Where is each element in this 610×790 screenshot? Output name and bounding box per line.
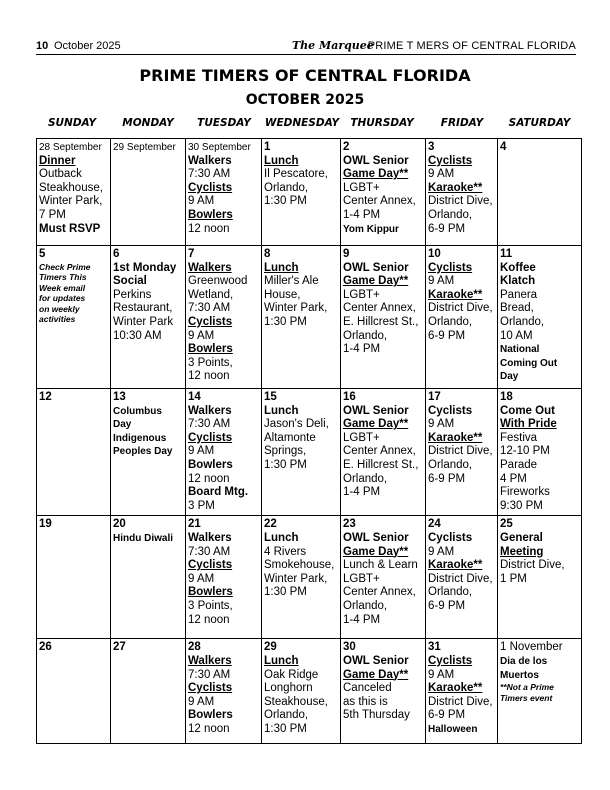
event-line: Il Pescatore, xyxy=(264,168,328,181)
event-line: 9 AM xyxy=(428,168,455,181)
page-number: 10 xyxy=(36,40,49,52)
event-line: Walkers xyxy=(188,404,232,417)
day-number: 31 xyxy=(428,641,441,654)
calendar-day-cell xyxy=(186,516,262,639)
event-line: Canceled xyxy=(343,682,392,695)
day-number: 17 xyxy=(428,391,441,403)
event-line: Cyclists xyxy=(188,181,233,194)
event-line: 1:30 PM xyxy=(264,315,307,328)
event-line: Board Mtg. xyxy=(188,486,249,499)
dow-friday: FRIDAY xyxy=(440,117,484,129)
event-line: Timers This xyxy=(39,272,87,283)
day-number: 18 xyxy=(500,391,513,403)
day-number: 21 xyxy=(188,518,201,531)
event-line: Bowlers xyxy=(188,709,233,722)
event-line: Orlando, xyxy=(428,315,473,328)
calendar-month: OCTOBER 2025 xyxy=(245,92,365,108)
event-line: Walkers xyxy=(188,154,232,167)
event-line: With Pride xyxy=(500,418,557,431)
event-line: Walkers xyxy=(188,531,232,544)
event-line: Restaurant, xyxy=(113,302,173,315)
day-number: 16 xyxy=(343,391,356,403)
dow-tuesday: TUESDAY xyxy=(197,117,251,129)
event-line: 9 AM xyxy=(188,195,215,208)
event-line: 7:30 AM xyxy=(188,168,231,181)
event-line: Koffee xyxy=(500,261,536,274)
day-number: 29 September xyxy=(113,142,176,153)
event-line: Winter Park xyxy=(113,315,174,328)
event-line: Game Day** xyxy=(343,168,409,181)
event-line: District Dive, xyxy=(428,695,493,708)
event-line: Lunch xyxy=(264,654,299,667)
event-line: for updates xyxy=(39,293,86,304)
calendar-day-cell xyxy=(498,139,582,246)
day-number: 28 September xyxy=(39,142,102,153)
event-line: Longhorn xyxy=(264,682,313,695)
day-number: 9 xyxy=(343,248,350,260)
event-line: 1st Monday xyxy=(113,261,177,274)
event-line: 1-4 PM xyxy=(343,613,381,626)
day-number: 8 xyxy=(264,248,271,260)
weekday-header xyxy=(36,117,581,133)
day-number: 20 xyxy=(113,518,126,531)
event-line: Bread, xyxy=(500,302,534,315)
calendar-day-cell xyxy=(262,639,341,744)
event-line: 1 PM xyxy=(500,572,527,585)
day-number: 27 xyxy=(113,641,126,654)
event-line: Game Day** xyxy=(343,668,409,681)
event-line: Greenwood xyxy=(188,275,248,288)
event-line: Dia de los xyxy=(500,655,548,667)
event-line: Cyclists xyxy=(188,431,233,444)
calendar-day-cell xyxy=(341,139,426,246)
event-line: Orlando, xyxy=(428,458,473,471)
event-line: Coming Out xyxy=(500,357,558,369)
day-number: 26 xyxy=(39,641,52,654)
event-line: Winter Park, xyxy=(264,572,328,585)
event-line: Peoples Day xyxy=(113,446,173,458)
day-number: 30 September xyxy=(188,142,251,153)
event-line: OWL Senior xyxy=(343,654,409,667)
calendar-day-cell xyxy=(426,246,498,389)
dow-wednesday: WEDNESDAY xyxy=(264,117,340,129)
event-line: LGBT+ xyxy=(343,572,380,585)
event-line: Hindu Diwali xyxy=(113,532,173,544)
calendar-week-row xyxy=(37,389,582,516)
calendar-day-cell xyxy=(111,246,186,389)
event-line: District Dive, xyxy=(428,445,493,458)
calendar-day-cell xyxy=(341,246,426,389)
day-number: 22 xyxy=(264,518,277,531)
newsletter-name: The Marquee xyxy=(292,39,374,52)
day-number: 4 xyxy=(500,141,507,153)
header-month: October 2025 xyxy=(54,40,121,52)
event-line: Orlando, xyxy=(428,586,473,599)
event-line: LGBT+ xyxy=(343,431,380,444)
dow-monday: MONDAY xyxy=(122,117,174,129)
event-line: Walkers xyxy=(188,654,232,667)
calendar-day-cell xyxy=(37,246,111,389)
event-line: District Dive, xyxy=(428,302,493,315)
event-line: Game Day** xyxy=(343,418,409,431)
event-line: 6-9 PM xyxy=(428,599,466,612)
event-line: 7 PM xyxy=(39,208,66,221)
event-line: 3 PM xyxy=(188,499,215,512)
calendar-day-cell xyxy=(426,389,498,516)
event-line: E. Hillcrest St., xyxy=(343,458,419,471)
day-number: 1 November xyxy=(500,641,563,654)
event-line: Lunch xyxy=(264,531,299,544)
calendar-day-cell xyxy=(37,516,111,639)
event-line: 7:30 AM xyxy=(188,418,231,431)
event-line: Cyclists xyxy=(428,654,473,667)
calendar-day-cell xyxy=(426,516,498,639)
day-number: 12 xyxy=(39,391,52,403)
calendar-day-cell xyxy=(37,639,111,744)
event-line: 1-4 PM xyxy=(343,486,381,499)
event-line: 9 AM xyxy=(188,329,215,342)
calendar-week-row xyxy=(37,639,582,744)
event-line: Outback xyxy=(39,168,82,181)
event-line: OWL Senior xyxy=(343,404,409,417)
event-line: Yom Kippur xyxy=(343,223,399,235)
event-line: Game Day** xyxy=(343,275,409,288)
event-line: 9 AM xyxy=(188,572,215,585)
event-line: Check Prime xyxy=(39,261,91,272)
event-line: activities xyxy=(39,314,76,325)
event-line: Karaoke** xyxy=(428,559,483,572)
event-line: Center Annex, xyxy=(343,586,416,599)
event-line: 10 AM xyxy=(500,329,533,342)
event-line: 6-9 PM xyxy=(428,472,466,485)
calendar-day-cell xyxy=(262,389,341,516)
event-line: Center Annex, xyxy=(343,302,416,315)
calendar-day-cell xyxy=(186,389,262,516)
event-line: 7:30 AM xyxy=(188,668,231,681)
event-line: National xyxy=(500,344,540,356)
calendar-day-cell xyxy=(426,139,498,246)
calendar-day-cell xyxy=(111,516,186,639)
event-line: Day xyxy=(500,371,519,383)
event-line: Festiva xyxy=(500,431,538,444)
day-number: 13 xyxy=(113,391,126,403)
day-number: 14 xyxy=(188,391,201,403)
day-number: 6 xyxy=(113,248,120,260)
event-line: Orlando, xyxy=(428,208,473,221)
page-header xyxy=(36,38,576,55)
event-line: District Dive, xyxy=(428,195,493,208)
event-line: Lunch xyxy=(264,404,299,417)
event-line: Come Out xyxy=(500,404,555,417)
event-line: Karaoke** xyxy=(428,682,483,695)
dow-saturday: SATURDAY xyxy=(508,117,571,129)
event-line: 3 Points, xyxy=(188,599,233,612)
event-line: Game Day** xyxy=(343,545,409,558)
dow-sunday: SUNDAY xyxy=(47,117,97,129)
calendar-day-cell xyxy=(426,639,498,744)
calendar-day-cell xyxy=(498,389,582,516)
event-line: 12 noon xyxy=(188,472,230,485)
event-line: Jason's Deli, xyxy=(264,418,329,431)
event-line: Dinner xyxy=(39,154,76,167)
event-line: Cyclists xyxy=(428,404,473,417)
event-line: Parade xyxy=(500,458,538,471)
event-line: Walkers xyxy=(188,261,232,274)
calendar-title: PRIME TIMERS OF CENTRAL FLORIDA xyxy=(139,66,471,85)
event-line: Bowlers xyxy=(188,208,233,221)
event-line: Fireworks xyxy=(500,486,550,499)
event-line: 7:30 AM xyxy=(188,302,231,315)
event-line: 9 AM xyxy=(188,695,215,708)
event-line: Day xyxy=(113,419,132,431)
event-line: 7:30 AM xyxy=(188,545,231,558)
day-number: 5 xyxy=(39,248,46,260)
event-line: 12 noon xyxy=(188,722,230,735)
day-number: 15 xyxy=(264,391,277,403)
event-line: Oak Ridge xyxy=(264,668,319,681)
calendar-day-cell xyxy=(111,639,186,744)
calendar-day-cell xyxy=(262,516,341,639)
event-line: Lunch xyxy=(264,154,299,167)
event-line: 12 noon xyxy=(188,613,230,626)
event-line: Springs, xyxy=(264,445,307,458)
day-number: 3 xyxy=(428,141,435,153)
day-number: 28 xyxy=(188,641,201,654)
event-line: Cyclists xyxy=(428,531,473,544)
event-line: 1:30 PM xyxy=(264,458,307,471)
event-line: LGBT+ xyxy=(343,181,380,194)
calendar-day-cell xyxy=(498,516,582,639)
day-number: 11 xyxy=(500,248,513,260)
event-line: Steakhouse, xyxy=(39,181,103,194)
calendar-day-cell xyxy=(186,139,262,246)
event-line: OWL Senior xyxy=(343,261,409,274)
day-number: 19 xyxy=(39,518,52,531)
event-line: E. Hillcrest St., xyxy=(343,315,419,328)
event-line: Orlando, xyxy=(343,329,388,342)
event-line: 9 AM xyxy=(188,445,215,458)
event-line: Miller's Ale xyxy=(264,275,319,288)
event-line: Center Annex, xyxy=(343,445,416,458)
calendar-day-cell xyxy=(37,389,111,516)
event-line: Karaoke** xyxy=(428,181,483,194)
calendar-day-cell xyxy=(262,139,341,246)
event-line: Perkins xyxy=(113,288,152,301)
event-line: 12 noon xyxy=(188,370,230,383)
event-line: Panera xyxy=(500,288,538,301)
event-line: 9 AM xyxy=(428,668,455,681)
event-line: Lunch xyxy=(264,261,299,274)
event-line: 12 noon xyxy=(188,222,230,235)
calendar-day-cell xyxy=(186,639,262,744)
event-line: Orlando, xyxy=(343,599,388,612)
event-line: Timers event xyxy=(500,692,553,703)
event-line: Columbus xyxy=(113,405,162,417)
event-line: Halloween xyxy=(428,723,478,735)
calendar-day-cell xyxy=(341,516,426,639)
event-line: District Dive, xyxy=(428,572,493,585)
event-line: as this is xyxy=(343,695,388,708)
event-line: Karaoke** xyxy=(428,431,483,444)
day-number: 23 xyxy=(343,518,356,531)
day-number: 29 xyxy=(264,641,277,654)
event-line: 1-4 PM xyxy=(343,343,381,356)
event-line: 1:30 PM xyxy=(264,586,307,599)
calendar-day-cell xyxy=(111,139,186,246)
event-line: LGBT+ xyxy=(343,288,380,301)
calendar-day-cell xyxy=(498,639,582,744)
calendar-day-cell xyxy=(186,246,262,389)
event-line: Winter Park, xyxy=(264,302,328,315)
event-line: Winter Park, xyxy=(39,195,103,208)
event-line: 6-9 PM xyxy=(428,709,466,722)
event-line: Meeting xyxy=(500,545,544,558)
day-number: 7 xyxy=(188,248,195,260)
event-line: Klatch xyxy=(500,275,536,288)
event-line: 6-9 PM xyxy=(428,222,466,235)
dow-thursday: THURSDAY xyxy=(350,117,414,129)
calendar-day-cell xyxy=(37,139,111,246)
event-line: House, xyxy=(264,288,301,301)
calendar-day-cell xyxy=(262,246,341,389)
header-org: PRIME T MERS OF CENTRAL FLORIDA xyxy=(367,40,576,52)
event-line: Altamonte xyxy=(264,431,316,444)
event-line: Karaoke** xyxy=(428,288,483,301)
event-line: Social xyxy=(113,275,147,288)
calendar-week-row xyxy=(37,246,582,389)
event-line: on weekly xyxy=(39,303,80,314)
day-number: 1 xyxy=(264,141,271,153)
event-line: Steakhouse, xyxy=(264,695,328,708)
event-line: Orlando, xyxy=(500,315,545,328)
day-number: 30 xyxy=(343,641,356,654)
event-line: 9 AM xyxy=(428,275,455,288)
calendar-day-cell xyxy=(111,389,186,516)
event-line: Week email xyxy=(39,282,86,293)
event-line: 1:30 PM xyxy=(264,195,307,208)
event-line: 9 AM xyxy=(428,418,455,431)
event-line: Orlando, xyxy=(264,181,309,194)
event-line: Bowlers xyxy=(188,586,233,599)
event-line: Indigenous xyxy=(113,432,167,444)
event-line: Cyclists xyxy=(188,315,233,328)
calendar-day-cell xyxy=(498,246,582,389)
event-line: Orlando, xyxy=(343,472,388,485)
event-line: Smokehouse, xyxy=(264,559,335,572)
event-line: Cyclists xyxy=(428,154,473,167)
event-line: Cyclists xyxy=(428,261,473,274)
event-line: District Dive, xyxy=(500,559,565,572)
calendar-grid xyxy=(36,138,582,744)
event-line: Bowlers xyxy=(188,343,233,356)
day-number: 10 xyxy=(428,248,441,260)
calendar-day-cell xyxy=(341,389,426,516)
event-line: Muertos xyxy=(500,669,539,681)
event-line: 10:30 AM xyxy=(113,329,162,342)
event-line: Bowlers xyxy=(188,458,233,471)
day-number: 2 xyxy=(343,141,350,153)
event-line: OWL Senior xyxy=(343,154,409,167)
event-line: 12-10 PM xyxy=(500,445,550,458)
event-line: Wetland, xyxy=(188,288,234,301)
event-line: Center Annex, xyxy=(343,195,416,208)
event-line: 1-4 PM xyxy=(343,208,381,221)
event-line: **Not a Prime xyxy=(500,682,554,693)
day-number: 24 xyxy=(428,518,441,531)
event-line: 9:30 PM xyxy=(500,499,543,512)
calendar-week-row xyxy=(37,516,582,639)
event-line: Cyclists xyxy=(188,682,233,695)
event-line: 3 Points, xyxy=(188,356,233,369)
event-line: 4 PM xyxy=(500,472,527,485)
event-line: Must RSVP xyxy=(39,222,101,235)
day-number: 25 xyxy=(500,518,513,531)
event-line: 5th Thursday xyxy=(343,709,410,722)
event-line: Orlando, xyxy=(264,709,309,722)
event-line: General xyxy=(500,531,543,544)
calendar-week-row xyxy=(37,139,582,246)
event-line: OWL Senior xyxy=(343,531,409,544)
event-line: 9 AM xyxy=(428,545,455,558)
event-line: 6-9 PM xyxy=(428,329,466,342)
calendar-day-cell xyxy=(341,639,426,744)
event-line: Cyclists xyxy=(188,559,233,572)
event-line: Lunch & Learn xyxy=(343,559,418,572)
event-line: 4 Rivers xyxy=(264,545,307,558)
event-line: 1:30 PM xyxy=(264,722,307,735)
